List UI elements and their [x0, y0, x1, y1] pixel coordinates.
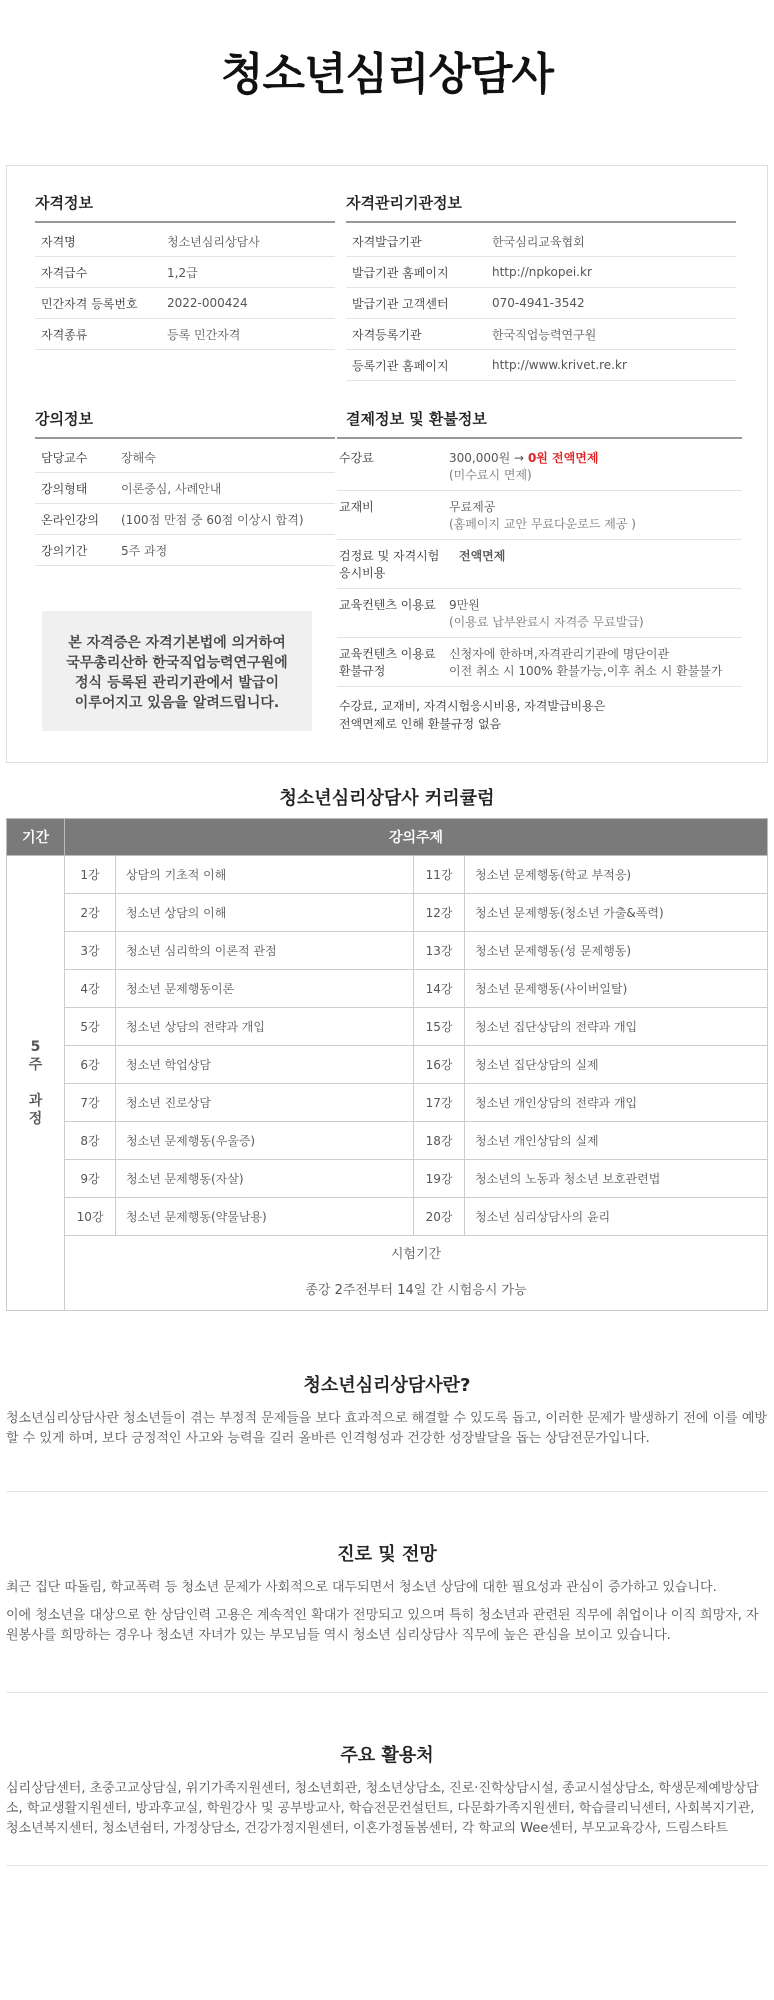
info-row — [35, 535, 335, 566]
lecture-num: 3강 — [65, 932, 116, 970]
lecture-num: 14강 — [414, 970, 465, 1008]
table-header — [7, 819, 768, 856]
homepage-link[interactable]: http://npkopei.kr — [492, 265, 592, 279]
info-row — [35, 473, 335, 504]
info-value: 장해숙 — [121, 450, 156, 465]
career-paragraph: 최근 집단 따돌림, 학교폭력 등 청소년 문제가 사회적으로 대두되면서 청소년 상담에 대한 필요성과 관심이 증가하고 있습니다. — [6, 1580, 717, 1595]
info-value: (100점 만점 중 60점 이상시 합격) — [121, 512, 304, 527]
certification-notice — [42, 611, 312, 731]
period-num: 5 — [30, 1039, 41, 1055]
lecture-num: 16강 — [414, 1046, 465, 1084]
exam-title: 시험기간 — [390, 1247, 442, 1262]
lecture-info-title: 강의정보 — [35, 402, 335, 439]
refund-key: 환불규정 — [339, 664, 386, 678]
lecture-num: 11강 — [414, 856, 465, 894]
page-title: 청소년심리상담사 — [220, 49, 554, 100]
lecture-subject: 청소년 심리학의 이론적 관점 — [116, 932, 414, 970]
exam-row — [7, 1236, 768, 1311]
info-value: 1,2급 — [167, 265, 198, 280]
exam-fee-key: 응시비용 — [339, 566, 386, 580]
info-row — [35, 442, 335, 473]
table-row — [7, 1046, 768, 1084]
lecture-num: 20강 — [414, 1198, 465, 1236]
tuition-row — [337, 442, 742, 491]
info-key: 담당교수 — [41, 450, 88, 465]
curriculum-title: 청소년심리상담사 커리큘럼 — [279, 788, 495, 809]
table-row — [7, 970, 768, 1008]
exam-fee-value: 전액면제 — [459, 549, 506, 563]
info-key: 자격발급기관 — [352, 234, 422, 249]
info-value: 5주 과정 — [121, 543, 168, 558]
refund-value: 이전 취소 시 100% 환불가능,이후 취소 시 환불불가 — [449, 664, 723, 678]
info-value: 청소년심리상담사 — [167, 234, 260, 249]
lecture-num: 10강 — [65, 1198, 116, 1236]
info-row — [35, 288, 335, 319]
lecture-subject: 청소년 개인상담의 전략과 개입 — [465, 1084, 768, 1122]
period-word: 정 — [28, 1111, 43, 1127]
table-row — [7, 894, 768, 932]
info-row — [346, 350, 736, 381]
info-value: 한국직업능력연구원 — [492, 327, 597, 342]
what-title: 청소년심리상담사란? — [303, 1375, 471, 1396]
info-key: 자격등록기관 — [352, 327, 422, 342]
lecture-info — [35, 402, 335, 566]
arrow-icon: → — [514, 451, 525, 465]
lecture-subject: 청소년 문제행동(약물남용) — [116, 1198, 414, 1236]
period-unit: 주 — [28, 1057, 43, 1073]
info-row — [35, 257, 335, 288]
lecture-num: 2강 — [65, 894, 116, 932]
lecture-num: 7강 — [65, 1084, 116, 1122]
table-row — [7, 1198, 768, 1236]
period-word: 과 — [28, 1093, 43, 1109]
refund-note — [337, 687, 742, 743]
qual-info — [35, 186, 335, 350]
info-value: 이론중심, 사례안내 — [121, 481, 222, 496]
period-cell — [7, 856, 65, 1311]
lecture-num: 15강 — [414, 1008, 465, 1046]
org-info-title: 자격관리기관정보 — [346, 186, 736, 223]
lecture-subject: 청소년 문제행동(청소년 가출&폭력) — [465, 894, 768, 932]
info-row — [35, 319, 335, 350]
info-key: 온라인강의 — [41, 512, 99, 527]
info-key: 자격급수 — [41, 265, 88, 280]
use-title: 주요 활용처 — [340, 1745, 434, 1766]
tuition-sub: (미수료시 면제) — [449, 468, 532, 482]
career-title: 진로 및 전망 — [337, 1544, 437, 1565]
exam-desc: 종강 2주전부터 14일 간 시험응시 가능 — [305, 1283, 527, 1298]
what-section — [6, 1323, 768, 1492]
table-row — [7, 1084, 768, 1122]
exam-cell — [65, 1236, 768, 1311]
lecture-subject: 청소년 집단상담의 전략과 개입 — [465, 1008, 768, 1046]
info-value: 2022-000424 — [167, 296, 248, 310]
lecture-num: 13강 — [414, 932, 465, 970]
subject-header: 강의주제 — [65, 819, 768, 856]
notice-line: 국무총리산하 한국직업능력연구원에 — [66, 655, 288, 671]
lecture-subject: 청소년 문제행동(성 문제행동) — [465, 932, 768, 970]
payment-info — [337, 402, 742, 743]
curriculum-table — [6, 818, 768, 1311]
info-key: 발급기관 고객센터 — [352, 296, 449, 311]
info-value: 등록 민간자격 — [167, 327, 241, 342]
info-value: 한국심리교육협회 — [492, 234, 585, 249]
table-row — [7, 1160, 768, 1198]
lecture-subject: 청소년 집단상담의 실제 — [465, 1046, 768, 1084]
info-key: 발급기관 홈페이지 — [352, 265, 449, 280]
material-value: 무료제공 — [449, 500, 496, 514]
lecture-subject: 청소년 문제행동이론 — [116, 970, 414, 1008]
lecture-subject: 청소년 문제행동(우울증) — [116, 1122, 414, 1160]
info-row — [346, 288, 736, 319]
content-fee-key: 교육컨텐츠 이용료 — [339, 598, 436, 612]
exam-fee-row — [337, 540, 742, 589]
table-row — [7, 1122, 768, 1160]
material-sub: (홈페이지 교안 무료다운로드 제공 ) — [449, 517, 636, 531]
exam-fee-key: 검정료 및 자격시험 — [339, 549, 440, 563]
lecture-subject: 청소년 심리상담사의 윤리 — [465, 1198, 768, 1236]
lecture-num: 17강 — [414, 1084, 465, 1122]
table-row — [7, 856, 768, 894]
note-line: 전액면제로 인해 환불규정 없음 — [339, 717, 502, 731]
payment-info-title: 결제정보 및 환불정보 — [337, 402, 742, 439]
notice-line: 정식 등록된 관리기관에서 발급이 — [75, 675, 279, 691]
tuition-price: 300,000원 — [449, 451, 511, 465]
notice-line: 본 자격증은 자격기본법에 의거하여 — [68, 635, 286, 651]
material-row — [337, 491, 742, 540]
lecture-num: 8강 — [65, 1122, 116, 1160]
lecture-num: 9강 — [65, 1160, 116, 1198]
lecture-num: 18강 — [414, 1122, 465, 1160]
content-fee-row — [337, 589, 742, 638]
lecture-num: 12강 — [414, 894, 465, 932]
note-line: 수강료, 교재비, 자격시험응시비용, 자격발급비용은 — [339, 699, 606, 713]
lecture-subject: 청소년 학업상담 — [116, 1046, 414, 1084]
refund-key: 교육컨텐츠 이용료 — [339, 647, 436, 661]
career-paragraph: 이에 청소년을 대상으로 한 상담인력 고용은 계속적인 확대가 전망되고 있으며 특히 청소년과 관련된 직무에 취업이나 이직 희망자, 자원봉사를 희망하는 경우나 청소년 자녀가 있는 부모님들 역시 청소년 심리상담사 직무에 높은 관심을 보이고 있습니다. — [6, 1608, 759, 1643]
lecture-subject: 청소년의 노동과 청소년 보호관련법 — [465, 1160, 768, 1198]
info-key: 강의형태 — [41, 481, 88, 496]
refund-row — [337, 638, 742, 687]
career-section — [6, 1492, 768, 1693]
notice-line: 이루어지고 있음을 알려드립니다. — [74, 695, 280, 711]
lecture-num: 5강 — [65, 1008, 116, 1046]
info-box — [6, 165, 768, 763]
use-paragraph: 심리상담센터, 초중고교상담실, 위기가족지원센터, 청소년회관, 청소년상담소, 진로·진학상담시설, 종교시설상담소, 학생문제예방상담소, 학교생활지원센터, 방과후교실, 학원강사 및 공부방교사, 학습전문컨설턴트, 다문화가족지원센터, 학습클리닉센터, 사회복지기관, 청소년복지센터, 청소년쉼터, 가정상담소, 건강가정지원센터, 이혼가정돌봄센터, 각 학교의 Wee센터, 부모교육강사, 드림스타트 — [6, 1781, 759, 1836]
lecture-subject: 청소년 상담의 이해 — [116, 894, 414, 932]
qual-info-title: 자격정보 — [35, 186, 335, 223]
lecture-subject: 청소년 상담의 전략과 개입 — [116, 1008, 414, 1046]
table-row — [7, 1008, 768, 1046]
lecture-subject: 청소년 개인상담의 실제 — [465, 1122, 768, 1160]
tuition-free: 0원 전액면제 — [527, 451, 599, 465]
content-fee-sub: (이용료 납부완료시 자격증 무료발급) — [449, 615, 644, 629]
content-fee-value: 9만원 — [449, 598, 480, 612]
what-paragraph: 청소년심리상담사란 청소년들이 겪는 부정적 문제들을 보다 효과적으로 해결할 수 있도록 돕고, 이러한 문제가 발생하기 전에 이를 예방할 수 있게 하며, 보다 긍정적인 사고와 능력을 길러 올바른 인격형성과 건강한 성장발달을 돕는 상담전문가입니다. — [6, 1411, 767, 1446]
info-value: 070-4941-3542 — [492, 296, 585, 310]
lecture-subject: 청소년 문제행동(자살) — [116, 1160, 414, 1198]
info-key: 자격명 — [41, 234, 76, 249]
info-key: 강의기간 — [41, 543, 88, 558]
info-row — [346, 226, 736, 257]
lecture-num: 6강 — [65, 1046, 116, 1084]
table-row — [7, 932, 768, 970]
lecture-num: 4강 — [65, 970, 116, 1008]
info-key: 등록기관 홈페이지 — [352, 358, 449, 373]
lecture-num: 19강 — [414, 1160, 465, 1198]
refund-value: 신청자에 한하며,자격관리기관에 명단이관 — [449, 647, 670, 661]
tuition-key: 수강료 — [339, 451, 374, 465]
org-info — [346, 186, 736, 381]
lecture-subject: 청소년 문제행동(학교 부적응) — [465, 856, 768, 894]
material-key: 교재비 — [339, 500, 374, 514]
lecture-subject: 상담의 기초적 이해 — [116, 856, 414, 894]
lecture-num: 1강 — [65, 856, 116, 894]
lecture-subject: 청소년 문제행동(사이버일탈) — [465, 970, 768, 1008]
info-row — [346, 257, 736, 288]
info-key: 자격종류 — [41, 327, 88, 342]
info-row — [35, 226, 335, 257]
info-row — [346, 319, 736, 350]
lecture-subject: 청소년 진로상담 — [116, 1084, 414, 1122]
period-header: 기간 — [7, 819, 65, 856]
use-section — [6, 1693, 768, 1866]
info-key: 민간자격 등록번호 — [41, 296, 138, 311]
info-row — [35, 504, 335, 535]
homepage-link[interactable]: http://www.krivet.re.kr — [492, 358, 627, 372]
